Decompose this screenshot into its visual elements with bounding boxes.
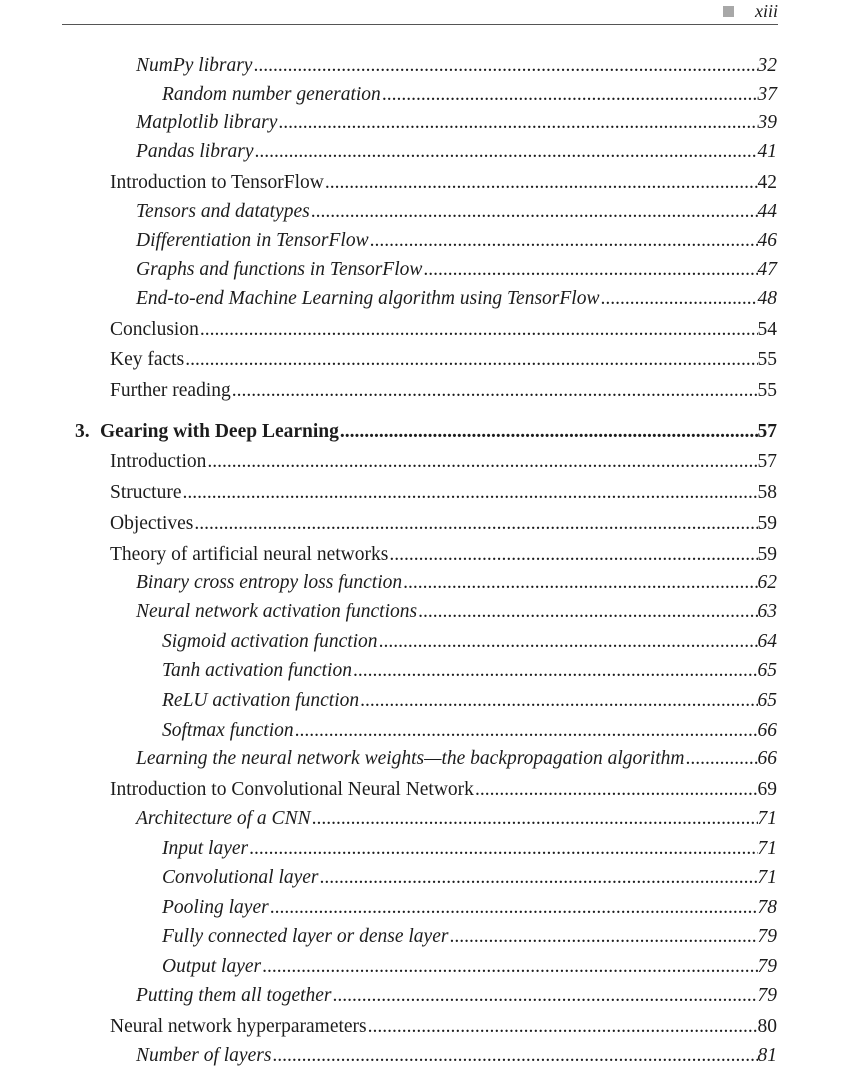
chapter-number: 3. — [75, 421, 90, 442]
toc-entry-line — [162, 81, 777, 109]
entry-title-text: Architecture of a CNN — [136, 808, 311, 829]
dot-leader — [599, 285, 757, 313]
entry-title-text: Further reading — [110, 380, 231, 401]
toc-entry-line — [162, 687, 777, 715]
toc-entry-line — [75, 418, 777, 446]
entry-title-text: Sigmoid activation function — [162, 631, 378, 652]
entry-title-text: Neural network activation functions — [136, 601, 418, 622]
toc-entry-line — [136, 256, 777, 284]
toc-entry-line — [162, 717, 777, 745]
dot-leader — [685, 745, 758, 773]
toc-entry[interactable] — [0, 256, 857, 284]
toc-entry[interactable] — [0, 479, 857, 507]
toc-entry-line — [162, 835, 777, 863]
toc-entry-title — [136, 569, 402, 597]
toc-entry-page: 71 — [757, 838, 777, 859]
dot-leader — [319, 864, 758, 892]
toc-entry-line — [110, 448, 777, 476]
entry-title-text: Graphs and functions in TensorFlow — [136, 259, 423, 280]
entry-title-text: Input layer — [162, 838, 249, 859]
toc-entry[interactable] — [0, 687, 857, 715]
toc-entry-title — [110, 510, 193, 538]
toc-entry[interactable] — [0, 52, 857, 80]
entry-title-text: Matplotlib library — [136, 112, 278, 133]
toc-entry-line — [162, 923, 777, 951]
entry-title-text: Putting them all together — [136, 985, 332, 1006]
dot-leader — [332, 982, 758, 1010]
toc-entry-page: 79 — [757, 926, 777, 947]
toc-entry-title — [136, 285, 599, 313]
toc-entry-title — [136, 138, 254, 166]
entry-title-text: Gearing with Deep Learning — [100, 421, 339, 442]
entry-title-text: Pooling layer — [162, 897, 269, 918]
dot-leader — [367, 1013, 758, 1041]
toc-entry-line — [136, 1042, 777, 1070]
toc-entry-page: 44 — [757, 201, 777, 222]
toc-entry-title — [110, 541, 388, 569]
entry-title-text: Convolutional layer — [162, 867, 319, 888]
toc-entry[interactable] — [0, 628, 857, 656]
toc-entry-line — [136, 227, 777, 255]
toc-entry-title — [110, 776, 474, 804]
dot-leader — [311, 805, 758, 833]
toc-entry-page: 79 — [757, 956, 777, 977]
entry-title-text: Structure — [110, 482, 182, 503]
toc-entry[interactable] — [0, 377, 857, 405]
toc-entry-page: 65 — [757, 660, 777, 681]
toc-entry-page: 65 — [757, 690, 777, 711]
toc-entry-page: 63 — [757, 601, 777, 622]
dot-leader — [271, 1042, 757, 1070]
dot-leader — [448, 923, 757, 951]
dot-leader — [378, 628, 758, 656]
toc-entry-page: 79 — [757, 985, 777, 1006]
entry-title-text: Introduction to TensorFlow — [110, 172, 324, 193]
toc-entry-page: 78 — [757, 897, 777, 918]
dot-leader — [352, 657, 758, 685]
toc-entry-page: 64 — [757, 631, 777, 652]
toc-entry-line — [136, 285, 777, 313]
entry-title-text: Key facts — [110, 349, 185, 370]
toc-entry-page: 81 — [757, 1045, 777, 1066]
toc-entry-page: 71 — [757, 867, 777, 888]
toc-entry-title — [162, 864, 319, 892]
toc-entry[interactable] — [0, 81, 857, 109]
header-square-icon — [723, 6, 734, 17]
toc-entry[interactable] — [0, 448, 857, 476]
toc-entry[interactable] — [0, 894, 857, 922]
toc-entry-page: 69 — [757, 779, 777, 800]
dot-leader — [193, 510, 757, 538]
dot-leader — [254, 138, 758, 166]
toc-entry-page: 66 — [757, 720, 777, 741]
toc-entry-line — [136, 138, 777, 166]
toc-entry[interactable] — [0, 109, 857, 137]
dot-leader — [206, 448, 757, 476]
toc-entry-title — [136, 982, 332, 1010]
entry-title-text: Theory of artificial neural networks — [110, 544, 389, 565]
dot-leader — [339, 418, 758, 446]
toc-entry[interactable] — [0, 657, 857, 685]
dot-leader — [277, 109, 757, 137]
toc-entry[interactable] — [0, 835, 857, 863]
dot-leader — [252, 52, 757, 80]
toc-entry-page: 54 — [757, 319, 777, 340]
dot-leader — [184, 346, 757, 374]
toc-entry-title — [162, 894, 269, 922]
toc-entry-page: 39 — [757, 112, 777, 133]
toc-entry[interactable] — [0, 953, 857, 981]
entry-title-text: Learning the neural network weights—the backpropagation algorithm — [136, 748, 685, 769]
toc-entry[interactable] — [0, 569, 857, 597]
toc-entry-title — [162, 923, 448, 951]
toc-entry-line — [110, 346, 777, 374]
toc-entry-title — [75, 418, 339, 446]
toc-entry-page: 59 — [757, 544, 777, 565]
toc-entry-title — [162, 717, 294, 745]
toc-entry-line — [110, 776, 777, 804]
page-header — [62, 0, 778, 25]
toc-entry-page: 47 — [757, 259, 777, 280]
toc-entry-title — [110, 169, 324, 197]
dot-leader — [324, 169, 758, 197]
toc-entry[interactable] — [0, 198, 857, 226]
toc-chapter-entry[interactable] — [0, 418, 857, 446]
toc-entry-page: 32 — [757, 55, 777, 76]
dot-leader — [248, 835, 757, 863]
toc-entry[interactable] — [0, 805, 857, 833]
toc-entry-page: 62 — [757, 572, 777, 593]
toc-entry-title — [110, 316, 199, 344]
dot-leader — [199, 316, 758, 344]
entry-title-text: Tanh activation function — [162, 660, 352, 681]
toc-entry[interactable] — [0, 285, 857, 313]
entry-title-text: Tensors and datatypes — [136, 201, 310, 222]
entry-title-text: Fully connected layer or dense layer — [162, 926, 449, 947]
toc-entry-title — [162, 835, 248, 863]
toc-entry-line — [162, 628, 777, 656]
dot-leader — [417, 598, 757, 626]
toc-entry-title — [136, 52, 252, 80]
toc-entry-page: 80 — [757, 1016, 777, 1037]
toc-entry-page: 57 — [757, 421, 777, 442]
entry-title-text: Softmax function — [162, 720, 294, 741]
entry-title-text: Binary cross entropy loss function — [136, 572, 403, 593]
toc-entry-line — [110, 479, 777, 507]
toc-entry-line — [162, 953, 777, 981]
toc-entry[interactable] — [0, 541, 857, 569]
toc-entry-page: 71 — [757, 808, 777, 829]
dot-leader — [359, 687, 757, 715]
header-page-number: xiii — [755, 1, 778, 21]
toc-entry[interactable] — [0, 510, 857, 538]
toc-entry[interactable] — [0, 316, 857, 344]
toc-entry-line — [136, 982, 777, 1010]
toc-entry[interactable] — [0, 1042, 857, 1070]
toc-entry-line — [162, 657, 777, 685]
entry-title-text: Number of layers — [136, 1045, 272, 1066]
dot-leader — [310, 198, 758, 226]
toc-entry[interactable] — [0, 169, 857, 197]
toc-entry[interactable] — [0, 982, 857, 1010]
entry-title-text: Objectives — [110, 513, 194, 534]
dot-leader — [381, 81, 758, 109]
toc-entry-title — [110, 479, 181, 507]
dot-leader — [269, 894, 758, 922]
entry-title-text: End-to-end Machine Learning algorithm using TensorFlow — [136, 288, 600, 309]
toc-entry-title — [162, 657, 352, 685]
toc-entry-page: 48 — [757, 288, 777, 309]
toc-entry-line — [136, 198, 777, 226]
toc-entry-line — [162, 864, 777, 892]
toc-entry-title — [110, 377, 231, 405]
toc-entry-title — [136, 109, 277, 137]
toc-entry[interactable] — [0, 227, 857, 255]
toc-entry[interactable] — [0, 923, 857, 951]
entry-title-text: Random number generation — [162, 84, 381, 105]
toc-entry-title — [136, 598, 417, 626]
toc-entry-line — [110, 541, 777, 569]
toc-entry[interactable] — [0, 138, 857, 166]
toc-entry-page: 66 — [757, 748, 777, 769]
toc-entry-line — [136, 805, 777, 833]
toc-entry-page: 55 — [757, 380, 777, 401]
toc-entry-page: 58 — [757, 482, 777, 503]
dot-leader — [474, 776, 758, 804]
entry-title-text: NumPy library — [136, 55, 253, 76]
toc-entry-line — [110, 377, 777, 405]
toc-entry-page: 59 — [757, 513, 777, 534]
dot-leader — [231, 377, 758, 405]
dot-leader — [181, 479, 757, 507]
entry-title-text: Output layer — [162, 956, 262, 977]
toc-entry[interactable] — [0, 864, 857, 892]
toc-entry-line — [110, 1013, 777, 1041]
toc-entry-line — [110, 510, 777, 538]
toc-entry-line — [110, 316, 777, 344]
toc-entry[interactable] — [0, 1013, 857, 1041]
toc-entry-title — [136, 805, 311, 833]
dot-leader — [402, 569, 757, 597]
toc-entry[interactable] — [0, 598, 857, 626]
toc-entry-page: 46 — [757, 230, 777, 251]
toc-entry-page: 55 — [757, 349, 777, 370]
entry-title-text: Introduction to Convolutional Neural Network — [110, 779, 474, 800]
toc-entry-title — [110, 1013, 367, 1041]
toc-entry-title — [136, 1042, 271, 1070]
toc-entry-line — [136, 569, 777, 597]
dot-leader — [388, 541, 757, 569]
toc-entry[interactable] — [0, 717, 857, 745]
toc-entry[interactable] — [0, 745, 857, 773]
toc-entry-title — [162, 628, 378, 656]
dot-leader — [294, 717, 758, 745]
entry-title-text: Conclusion — [110, 319, 199, 340]
toc-entry-page: 41 — [757, 141, 777, 162]
toc-entry-line — [136, 745, 777, 773]
toc-entry-title — [110, 346, 184, 374]
entry-title-text: Differentiation in TensorFlow — [136, 230, 369, 251]
toc-entry[interactable] — [0, 776, 857, 804]
toc-entry-line — [162, 894, 777, 922]
toc-entry-line — [136, 598, 777, 626]
entry-title-text: Introduction — [110, 451, 207, 472]
toc-entry-page: 57 — [757, 451, 777, 472]
toc-entry-title — [162, 81, 381, 109]
toc-entry-page: 42 — [757, 172, 777, 193]
toc-entry-title — [136, 227, 369, 255]
entry-title-text: Neural network hyperparameters — [110, 1016, 367, 1037]
toc-entry-page: 37 — [757, 84, 777, 105]
dot-leader — [261, 953, 757, 981]
dot-leader — [369, 227, 758, 255]
toc-entry-title — [136, 256, 422, 284]
toc-entry-title — [110, 448, 206, 476]
toc-entry-line — [110, 169, 777, 197]
entry-title-text: Pandas library — [136, 141, 254, 162]
toc-entry-line — [136, 109, 777, 137]
toc-entry-title — [162, 953, 261, 981]
toc-entry-line — [136, 52, 777, 80]
toc-entry-title — [136, 198, 310, 226]
entry-title-text: ReLU activation function — [162, 690, 360, 711]
toc-entry-title — [162, 687, 359, 715]
dot-leader — [422, 256, 757, 284]
toc-entry-title — [136, 745, 685, 773]
toc-entry[interactable] — [0, 346, 857, 374]
